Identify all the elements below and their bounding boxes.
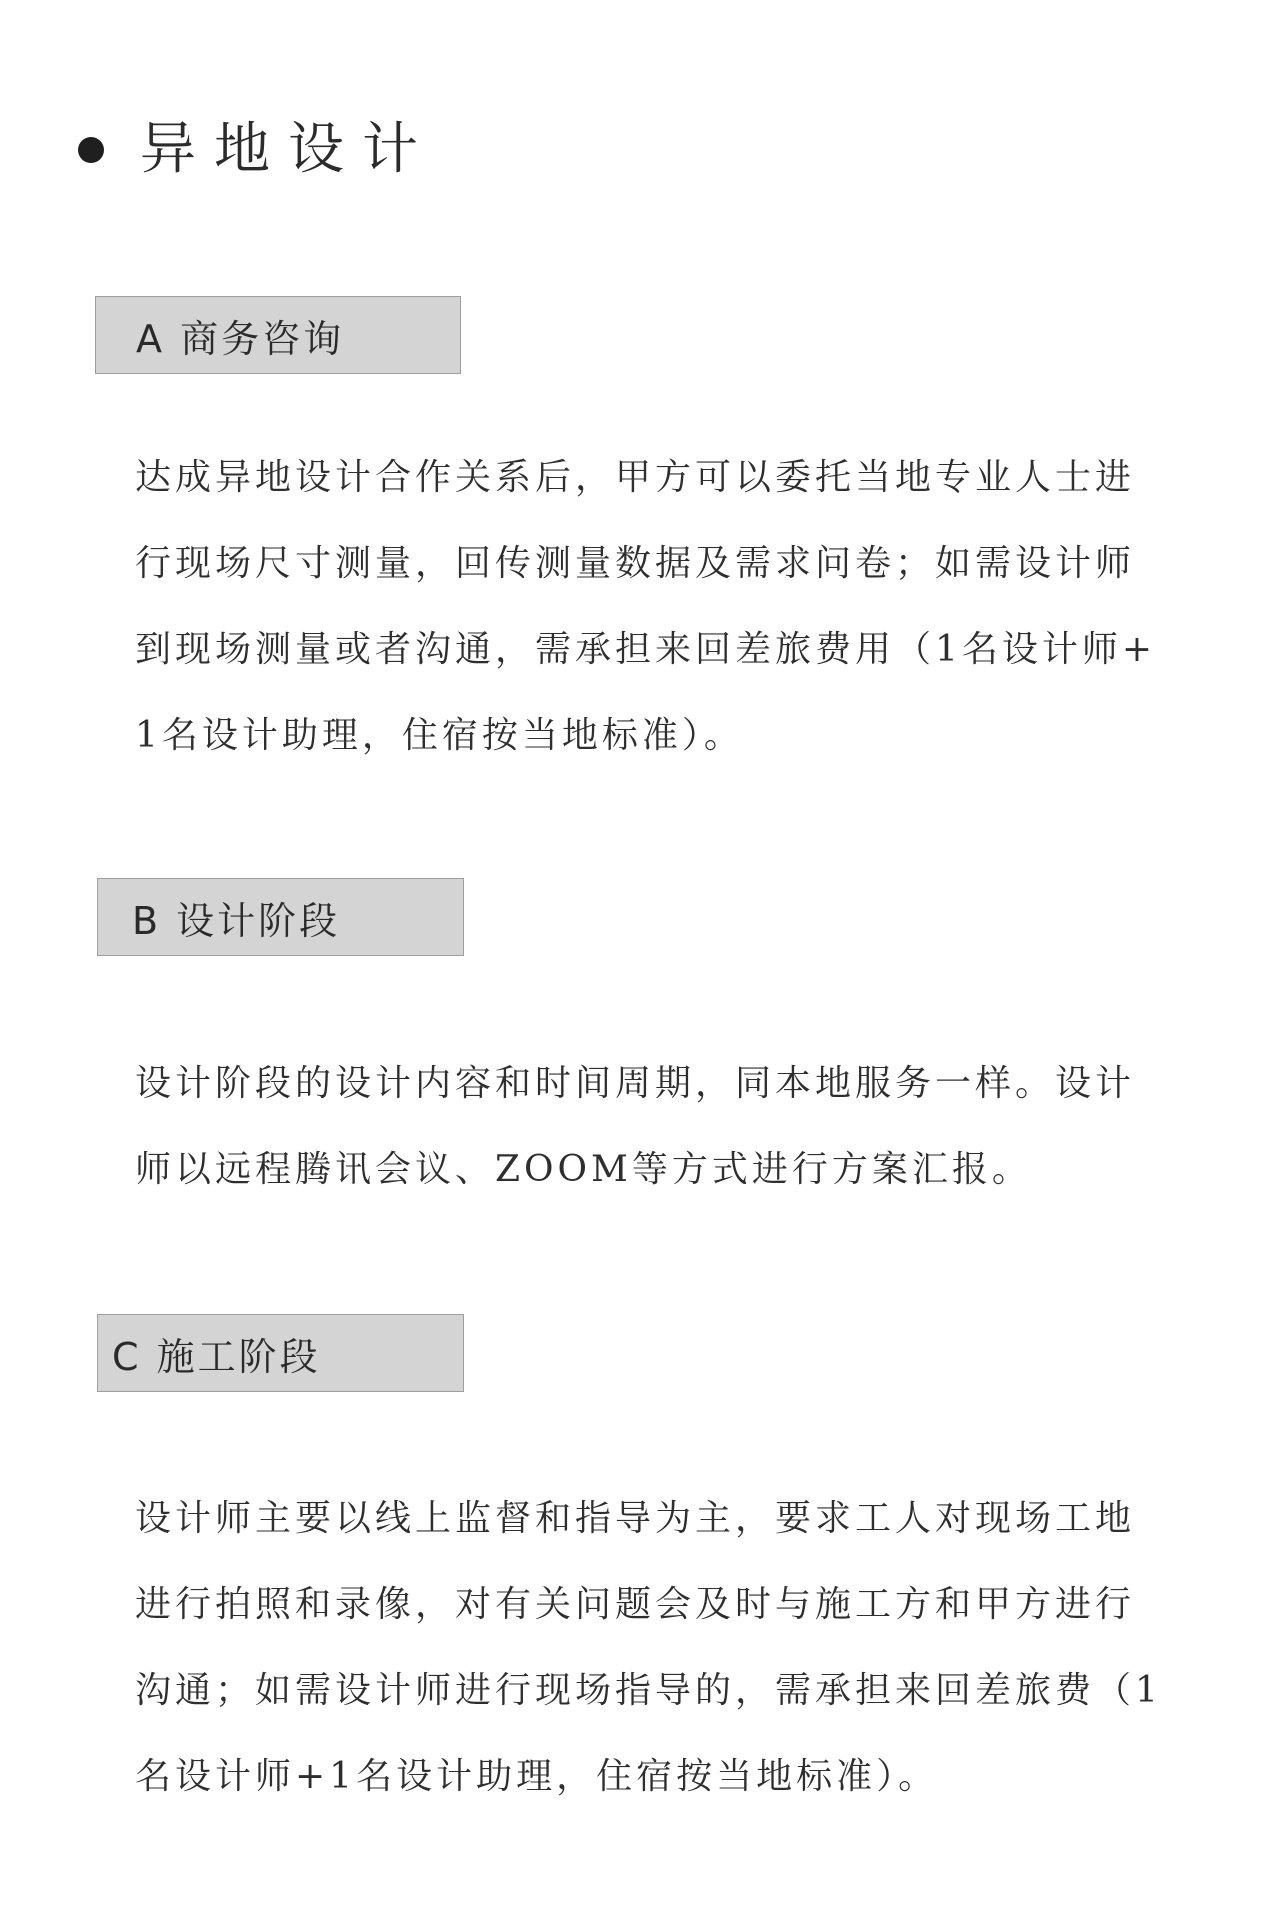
section-label-business-consulting: A 商务咨询 <box>95 296 461 374</box>
text-line: 进行拍照和录像，对有关问题会及时与施工方和甲方进行 <box>135 1584 1136 1625</box>
text-line: 名设计师+1名设计助理，住宿按当地标准）。 <box>135 1756 939 1797</box>
bullet-dot-icon <box>78 137 104 163</box>
page-header <box>78 110 436 190</box>
section-label-construction-phase: C 施工阶段 <box>97 1314 464 1392</box>
text-line: 行现场尺寸测量，回传测量数据及需求问卷；如需设计师 <box>135 543 1136 584</box>
text-line: 到现场测量或者沟通，需承担来回差旅费用（1名设计师+ <box>135 629 1157 670</box>
section-text-construction-phase <box>135 1476 1185 1820</box>
section-text-business-consulting <box>135 435 1185 779</box>
section-text-design-phase <box>135 1041 1185 1213</box>
page-title: 异地设计 <box>140 117 436 182</box>
section-label-design-phase: B 设计阶段 <box>97 878 464 956</box>
text-line: 1名设计助理，住宿按当地标准）。 <box>135 715 744 756</box>
text-line: 设计阶段的设计内容和时间周期，同本地服务一样。设计 <box>135 1063 1136 1104</box>
text-line: 师以远程腾讯会议、ZOOM等方式进行方案汇报。 <box>135 1149 1032 1190</box>
text-line: 达成异地设计合作关系后，甲方可以委托当地专业人士进 <box>135 457 1136 498</box>
text-line: 沟通；如需设计师进行现场指导的，需承担来回差旅费（1 <box>135 1670 1162 1711</box>
text-line: 设计师主要以线上监督和指导为主，要求工人对现场工地 <box>135 1498 1136 1539</box>
